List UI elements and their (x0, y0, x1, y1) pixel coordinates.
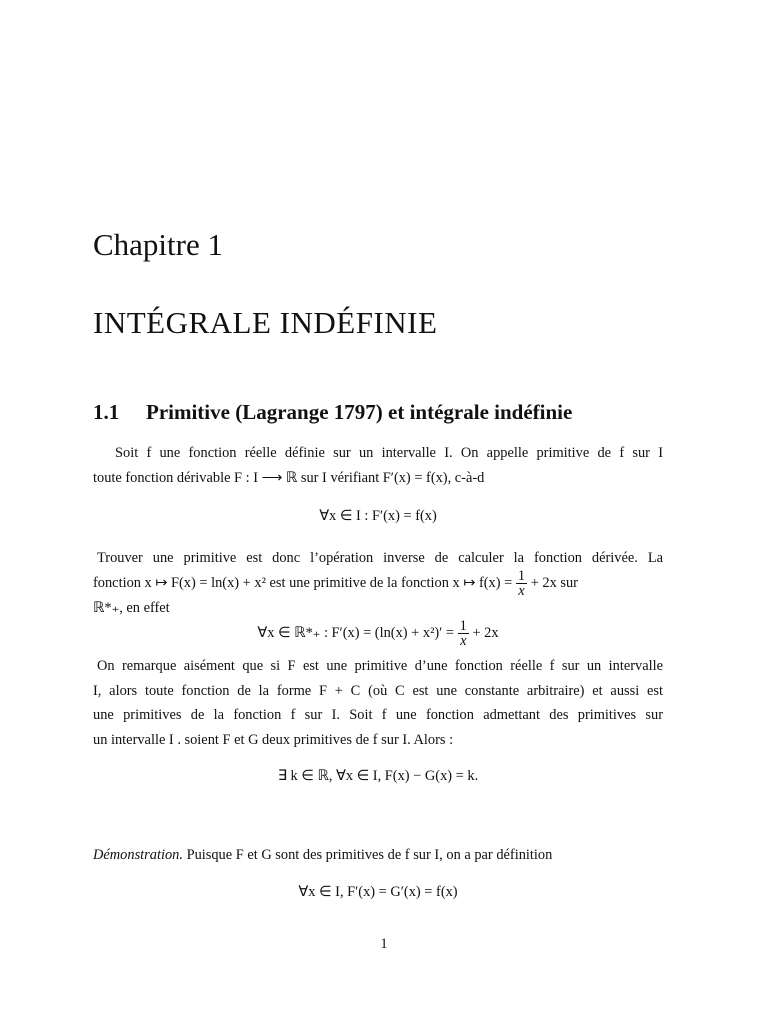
proof-text: Puisque F et G sont des primitives de f sur I, on a par définition (186, 847, 553, 863)
page-number: 1 (380, 936, 388, 952)
equation-left: ∀x ∈ ℝ*₊ : F′(x) = (ln(x) + x²)′ = (257, 625, 455, 641)
paragraph-line: On remarque aisément que si F est une primitive d’une fonction réelle f sur un intervalle (97, 658, 663, 674)
fraction (458, 619, 469, 648)
chapter-title: INTÉGRALE INDÉFINIE (93, 305, 438, 340)
fraction (516, 569, 527, 598)
paragraph-line: toute fonction dérivable F : I ⟶ ℝ sur I vérifiant F′(x) = f(x), c-à-d (93, 470, 485, 486)
paragraph-example-line2 (93, 566, 663, 600)
fraction-denominator: x (460, 633, 467, 650)
paragraph-definition-cont (93, 466, 663, 491)
paragraph-definition (93, 441, 663, 466)
paragraph-line: un intervalle I . soient F et G deux primitives de f sur I. Alors : (93, 731, 454, 748)
paragraph-line (93, 843, 663, 868)
paragraph-remark (93, 654, 663, 752)
section-number: 1.1 (93, 400, 120, 424)
paragraph-line: Soit f une fonction réelle définie sur un intervalle I. On appelle primitive de f sur I (115, 445, 663, 461)
paragraph-line: une primitives de la fonction f sur I. Soit f une fonction admettant des primitives sur (93, 707, 663, 723)
section-heading (93, 394, 572, 430)
paragraph-line: Trouver une primitive est donc l’opération inverse de calculer la fonction dérivée. La (97, 550, 663, 566)
paragraph-proof (93, 843, 663, 868)
fraction-numerator: 1 (517, 568, 526, 585)
equation-proof: ∀x ∈ I, F′(x) = G′(x) = f(x) (298, 884, 458, 900)
paragraph-line: fonction x ↦ F(x) = ln(x) + x² est une primitive de la fonction x ↦ f(x) = (93, 575, 513, 591)
equation-constant: ∃ k ∈ ℝ, ∀x ∈ I, F(x) − G(x) = k. (277, 768, 479, 784)
fraction-numerator: 1 (459, 618, 467, 635)
chapter-label: Chapitre 1 (93, 227, 223, 262)
proof-label: Démonstration. (93, 847, 183, 863)
equation-right: + 2x (472, 625, 499, 641)
equation-example (93, 616, 663, 650)
fraction-denominator: x (518, 583, 525, 600)
equation-definition: ∀x ∈ I : F′(x) = f(x) (319, 508, 437, 524)
paragraph-line: I, alors toute fonction de la forme F + C (où C est une constante arbitraire) et aussi est (93, 682, 663, 699)
section-title: Primitive (Lagrange 1797) et intégrale indéfinie (146, 400, 573, 424)
paragraph-line: ℝ*₊, en effet (93, 600, 170, 616)
paragraph-line: + 2x sur (530, 575, 578, 591)
